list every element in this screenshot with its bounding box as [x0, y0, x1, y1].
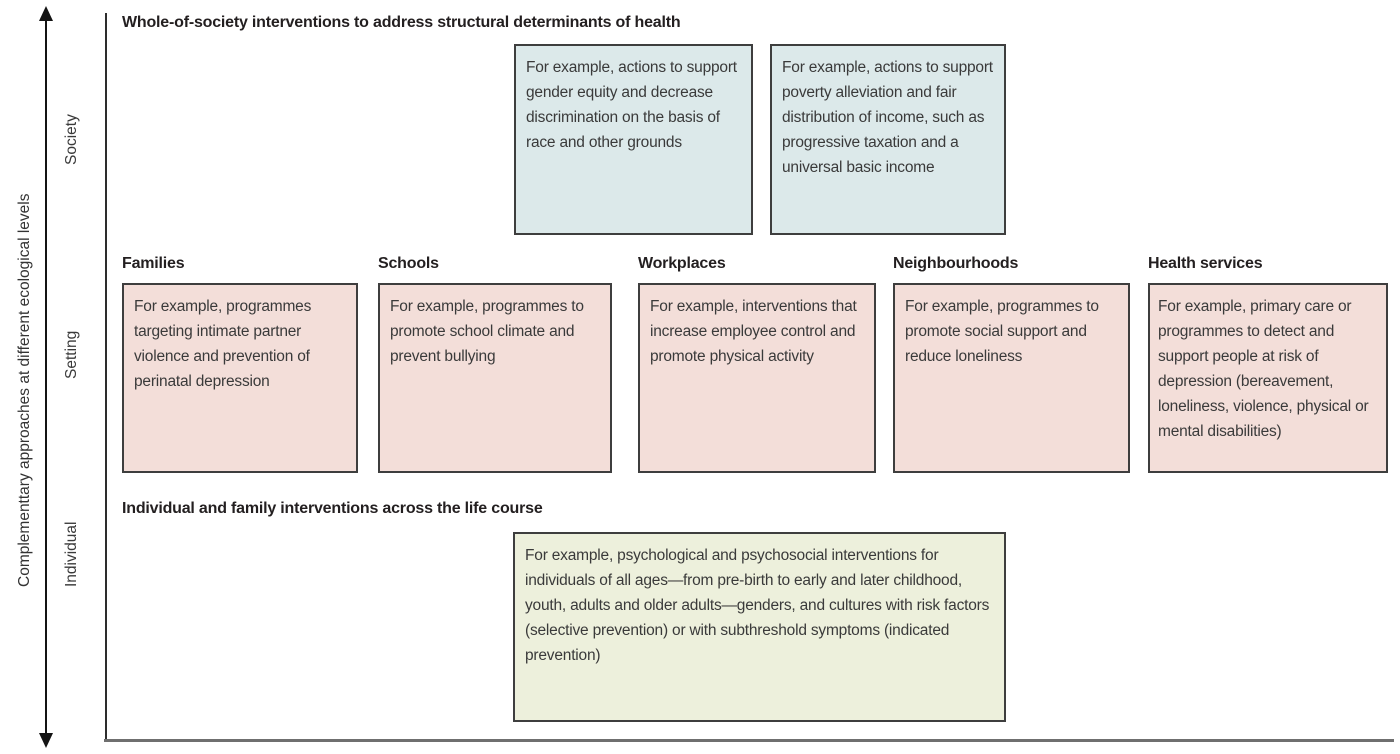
society-box-gender-equity: For example, actions to support gender equity and decrease discrimination on the basis of race and other grounds	[514, 44, 753, 235]
setting-box-workplaces: For example, interventions that increase employee control and promote physical activity	[638, 283, 876, 473]
society-box-poverty-alleviation: For example, actions to support poverty alleviation and fair distribution of income, such as progressive taxation and a universal basic income	[770, 44, 1006, 235]
individual-heading: Individual and family interventions across the life course	[122, 500, 543, 517]
frame-baseline	[104, 739, 1394, 742]
ecological-axis-arrow	[45, 18, 47, 736]
setting-box-families: For example, programmes targeting intimate partner violence and prevention of perinatal depression	[122, 283, 358, 473]
setting-box-health-services: For example, primary care or programmes to detect and support people at risk of depression (bereavement, loneliness, violence, physical or mental disabilities)	[1148, 283, 1388, 473]
frame-vertical-line	[105, 13, 107, 741]
axis-label: Complementtary approaches at different ecological levels	[16, 193, 33, 587]
setting-box-neighbourhoods: For example, programmes to promote social support and reduce loneliness	[893, 283, 1130, 473]
column-header-schools: Schools	[378, 255, 439, 272]
level-label-society: Society	[63, 114, 80, 165]
level-label-setting: Setting	[63, 330, 80, 379]
level-label-individual: Individual	[63, 521, 80, 587]
arrow-up-icon	[39, 6, 53, 21]
column-header-health-services: Health services	[1148, 255, 1263, 272]
society-heading: Whole-of-society interventions to address structural determinants of health	[122, 14, 681, 31]
individual-box-psychological-interventions: For example, psychological and psychosocial interventions for individuals of all ages—from pre-birth to early and later childhood, youth, adults and older adults—genders, and cultures with risk factors (selective prevention) or with subthreshold symptoms (indicated prevention)	[513, 532, 1006, 722]
column-header-workplaces: Workplaces	[638, 255, 726, 272]
setting-box-schools: For example, programmes to promote school climate and prevent bullying	[378, 283, 612, 473]
arrow-down-icon	[39, 733, 53, 748]
column-header-families: Families	[122, 255, 185, 272]
column-header-neighbourhoods: Neighbourhoods	[893, 255, 1019, 272]
